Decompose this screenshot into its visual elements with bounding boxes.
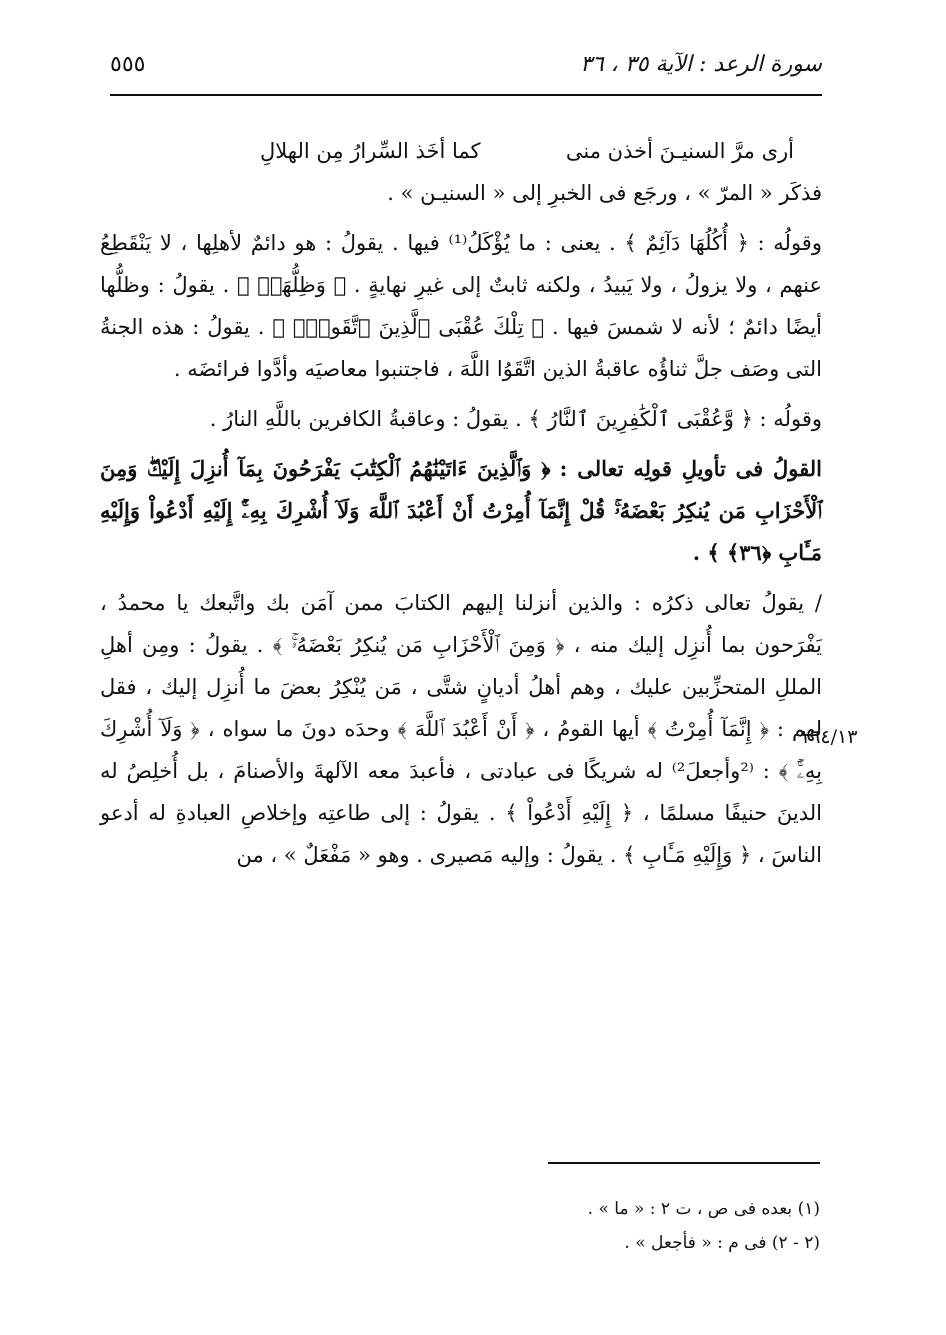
- verse-left-hemistich: كما أخَذ السِّرارُ مِن الهلالِ: [260, 139, 481, 163]
- paragraph-verse-note: فذكَر « المرّ » ، ورجَع فى الخبرِ إلى « السنيـن » .: [387, 181, 822, 205]
- footnote-rule: [548, 1162, 820, 1164]
- quran-verse-36: ﴿ وَٱلَّذِينَ ءَاتَيْنَٰهُمُ ٱلْكِتَٰبَ يَفْرَحُونَ بِمَآ أُنزِلَ إِلَيْكَۖ وَمِنَ ٱلْأَحْزَابِ مَن يُنكِرُ بَعْضَهُۥۚ قُلْ إِنَّمَآ أُمِرْتُ أَنْ أَعْبُدَ ٱللَّهَ وَلَآ أُشْرِكَ بِهِۦٓۚ إِلَيْهِ أَدْعُواْ وَإِلَيْهِ مَـَٔابِ ﴿٣٦﴾ ﴾ .: [100, 456, 822, 565]
- running-title: سورة الرعد : الآية ٣٥ ، ٣٦: [580, 52, 822, 77]
- header-rule: [110, 94, 822, 96]
- paragraph-ukuluha: وقولُه : ﴿ أُكُلُهَا دَآئِمٌ ﴾ . يعنى : ما يُؤْكَلُ⁽¹⁾ فيها . يقولُ : هو دائمٌ لأهلِها ، لا يَنْقَطِعُ عنهم ، ولا يزولُ ، ولا يَبيدُ ، ولكنه ثابتٌ إلى غيرِ نهايةٍ . ﴿ وَظِلُّهَاۚ ﴾ . يقولُ : وظلُّها أيضًا دائمٌ ؛ لأنه لا شمسَ فيها . ﴿ تِلْكَ عُقْبَى ٱلَّذِينَ ٱتَّقَواْۖ ﴾ . يقولُ : هذه الجنةُ التى وصَف جلَّ ثناؤُه عاقبةُ الذين اتَّقَوُا اللَّهَ ، فاجتنبوا معاصيَه وأدَّوا فرائضَه .: [100, 231, 822, 381]
- footnotes: [400, 1192, 820, 1260]
- paragraph-uqba: وقولُه : ﴿ وَّعُقْبَى ٱلْكَٰفِرِينَ ٱلنَّارُ ﴾ . يقولُ : وعاقبةُ الكافرين باللَّهِ النارُ .: [209, 407, 822, 431]
- paragraph-heading-verse: [100, 448, 822, 574]
- verse-right-hemistich: أرى مرَّ السنيـنَ أخذن منى: [565, 139, 794, 163]
- section-heading: القولُ فى تأويلِ قولِه تعالى :: [559, 456, 822, 481]
- marginal-reference: ١٦٤/١٣: [800, 726, 858, 748]
- main-text: [100, 130, 822, 884]
- page-header: [110, 52, 822, 92]
- page-number: ٥٥٥: [110, 52, 146, 77]
- poetry-verse: [100, 130, 822, 172]
- footnote-2: (٢ - ٢) فى م : « فأجعل » .: [624, 1233, 820, 1253]
- footnote-1: (١) بعده فى ص ، ت ٢ : « ما » .: [587, 1199, 820, 1219]
- paragraph-commentary: / يقولُ تعالى ذكرُه : والذين أنزلنا إليهم الكتابَ ممن آمَن بك واتَّبعك يا محمدُ ، يَفْرَحون بما أُنزِل إليك منه ، ﴿ وَمِنَ ٱلْأَحْزَابِ مَن يُنكِرُ بَعْضَهُۥۚ ﴾ . يقولُ : ومِن أهلِ المللِ المتحزِّبين عليك ، وهم أهلُ أديانٍ شتَّى ، مَن يُنْكِرُ بعضَ ما أُنزِل إليك ، فقل لهم : ﴿ إِنَّمَآ أُمِرْتُ ﴾ أيها القومُ ، ﴿ أَنْ أَعْبُدَ ٱللَّهَ ﴾ وحدَه دونَ ما سواه ، ﴿ وَلَآ أُشْرِكَ بِهِۦٓۚ ﴾ : ⁽²وأجعلَ²⁾ له شريكًا فى عبادتى ، فأعبدَ معه الآلهةَ والأصنامَ ، بل أُخلِصُ له الدينَ حنيفًا مسلمًا ، ﴿ إِلَيْهِ أَدْعُواْ ﴾ . يقولُ : إلى طاعتِه وإخلاصِ العبادةِ له أدعو الناسَ ، ﴿ وَإِلَيْهِ مَـَٔابِ ﴾ . يقولُ : وإليه مَصيرى . وهو « مَفْعَلٌ » ، من: [100, 591, 822, 867]
